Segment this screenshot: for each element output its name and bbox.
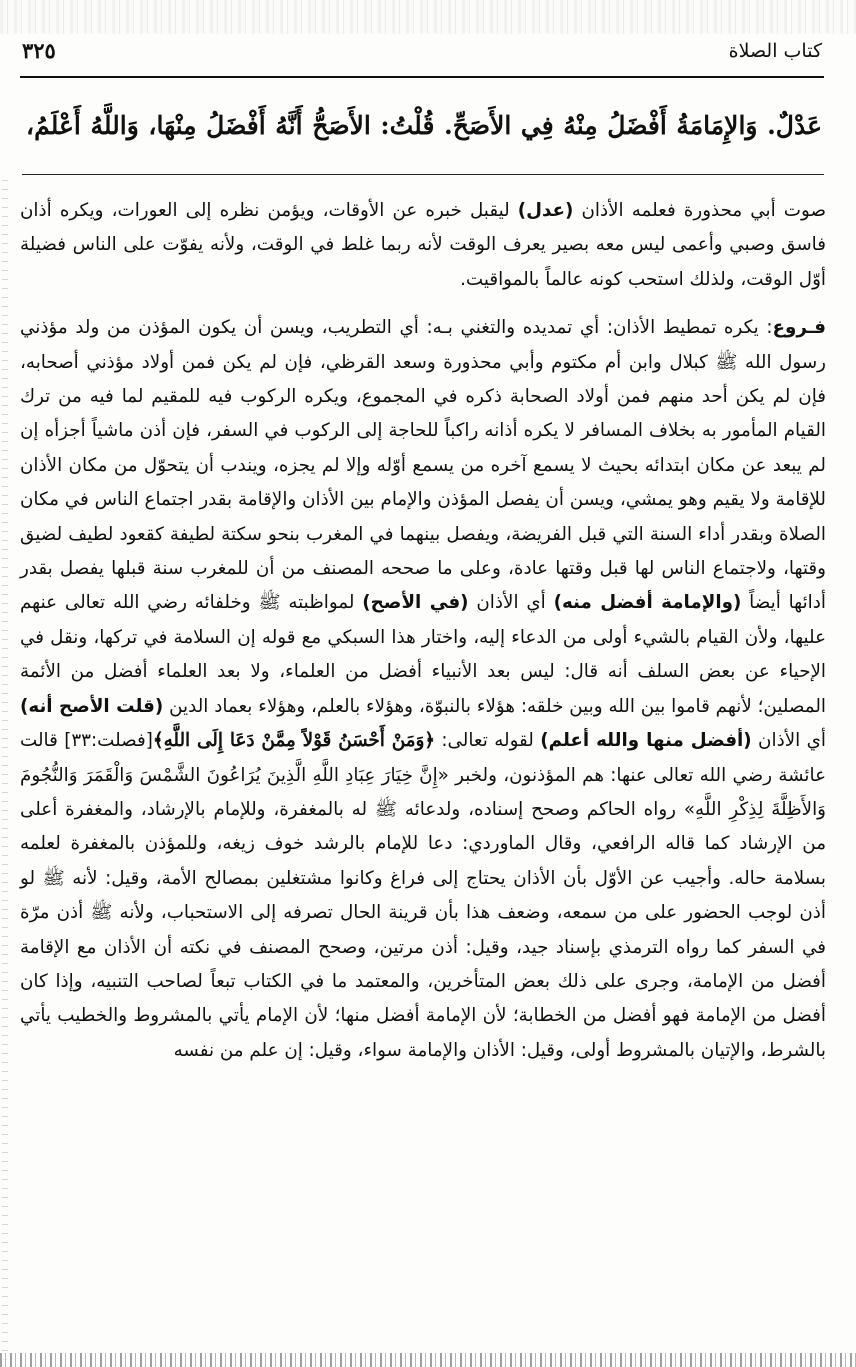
- text-run: ليقبل خبره عن الأوقات، ويؤمن نظره إلى العورات، ويكره أذان فاسق وصبي وأعمى ليس معه بصير يعرف الوقت لأنه ربما غلط في الوقت، ولأنه يفوّت على الناس فضيلة أوّل الوقت، ولذلك استحب كونه عالماً بالمواقيت.: [20, 200, 826, 290]
- text-run: أي الأذان: [468, 592, 554, 614]
- text-run: أي الأذان: [751, 730, 826, 752]
- scan-top-edge: [0, 0, 856, 34]
- commentary: [20, 194, 826, 1068]
- scan-bottom-border: [0, 1353, 856, 1367]
- text-run: لقوله تعالى:: [435, 730, 541, 752]
- matn-text: عَدْلٌ. وَالإِمَامَةُ أَفْضَلُ مِنْهُ فِي الأَصَحِّ. قُلْتُ: الأَصَحُّ أَنَّهُ أَفْضَلُ مِنْهَا، وَاللَّهُ أَعْلَمُ،: [26, 111, 822, 140]
- text-run: [فصلت:٣٣] قالت عائشة رضي الله تعالى عنها: هم المؤذنون، ولخبر «إِنَّ خِيَارَ عِبَادِ اللَّهِ الَّذِينَ يُرَاعُونَ الشَّمْسَ وَالْقَمَرَ وَالنُّجُومَ وَالأَظِلَّةَ لِذِكْرِ اللَّهِ» رواه الحاكم وصحح إسناده، ولدعائه ﷺ له بالمغفرة، وللإمام بالإرشاد، والمغفرة أعلى من الإرشاد كما قاله الرافعي، وقال الماوردي: دعا للإمام بالرشد خوف زيغه، وللمؤذن بالمغفرة لعلمه بسلامة حاله. وأجيب عن الأوّل بأن الأذان يحتاج إلى فراغ وكانوا مشتغلين بمصالح الأمة، وقيل: لأنه ﷺ لو أذن لوجب الحضور على من سمعه، وضعف هذا بأن قرينة الحال تصرفه إلى الاستحباب، ولأنه ﷺ أذن مرّة في السفر كما رواه الترمذي بإسناد جيد، وقيل: أذن مرتين، وصحح المصنف في نكته أن الأذان مع الإقامة أفضل من الإمامة، وجرى على ذلك بعض المتأخرين، والمعتمد ما في الكتاب تبعاً لصاحب التنبيه، وإذا كان أفضل من الإمامة فهو أفضل من الخطابة؛ لأن الإمامة أفضل منها؛ لأن الإمام يأتي بالمشروط والخطيب يأتي بالشرط، والإتيان بالمشروط أولى، وقيل: الأذان والإمامة سواء، وقيل: إن علم من نفسه: [20, 730, 826, 1061]
- text-run: لمواظبته ﷺ وخلفائه رضي الله تعالى عنهم عليها، ولأن القيام بالشيء أولى من الدعاء إليه، واختار هذا السبكي مع قوله إن السلامة في تركها، ونقل في الإحياء عن بعض السلف أنه قال: ليس بعد الأنبياء أفضل من العلماء، ولا بعد العلماء أفضل من الأئمة المصلين؛ لأنهم قاموا بين الله وبين خلقه: هؤلاء بالنبوّة، وهؤلاء بالعلم، وهؤلاء بعماد الدين: [20, 592, 826, 717]
- text-run: : يكره تمطيط الأذان: أي تمديده والتغني بـه: أي التطريب، ويسن أن يكون المؤذن من ولد مؤذني رسول الله ﷺ كبلال وابن أم مكتوم وأبي محذورة وسعد القرظي، فإن لم يكن فمن أولاد مؤذني أصحابه، فإن لم يكن أحد منهم فمن أولاد الصحابة ذكره في المجموع، ويكره الركوب فيه للمقيم لما فيه من ترك القيام المأمور به بخلاف المسافر لا يكره أذانه راكباً للحاجة إلى الركوب في السفر، فإن أذن ماشياً أجزأه إن لم يبعد عن مكان ابتدائه بحيث لا يسمع آخره من يسمع أوّله وإلا لم يجزه، ويندب أن يتحوّل من مكان الأذان للإقامة ولا يقيم وهو يمشي، ويسن أن يفصل المؤذن والإمام بين الأذان والإقامة بقدر اجتماع الناس في مكان الصلاة وبقدر أداء السنة التي قبل الفريضة، ويفصل بينهما في المغرب بنحو سكتة لطيفة كقعود لطيف لضيق وقتها، ولاجتماع الناس لها قبل وقتها عادة، وعلى ما صححه المصنف من أن للمغرب سنة قبلها يفصل بقدر أدائها أيضاً: [20, 317, 826, 614]
- text-run: صوت أبي محذورة فعلمه الأذان: [573, 200, 826, 221]
- chapter-title: كتاب الصلاة: [728, 40, 822, 62]
- section-lead: فـروع: [772, 317, 826, 339]
- matn-quote: (في الأصح): [362, 592, 469, 614]
- matn-quote: (عدل): [517, 200, 574, 221]
- page-number: ٣٢٥: [22, 38, 56, 63]
- scan-left-edge: [2, 180, 8, 1360]
- matn-quote: (قلت الأصح أنه): [20, 695, 164, 717]
- quran-verse: ﴿وَمَنْ أَحْسَنُ قَوْلاً مِمَّنْ دَعَا إِلَى اللَّهِ﴾: [152, 730, 435, 752]
- matn-quote: (والإمامة أفضل منه): [553, 592, 742, 614]
- commentary-paragraph-1: [20, 194, 826, 297]
- header-rule: [20, 76, 824, 78]
- matn-quote: (أفضل منها والله أعلم): [540, 730, 752, 752]
- running-header: [22, 36, 822, 76]
- matn-separator: [22, 174, 824, 175]
- commentary-paragraph-2: [20, 311, 826, 1068]
